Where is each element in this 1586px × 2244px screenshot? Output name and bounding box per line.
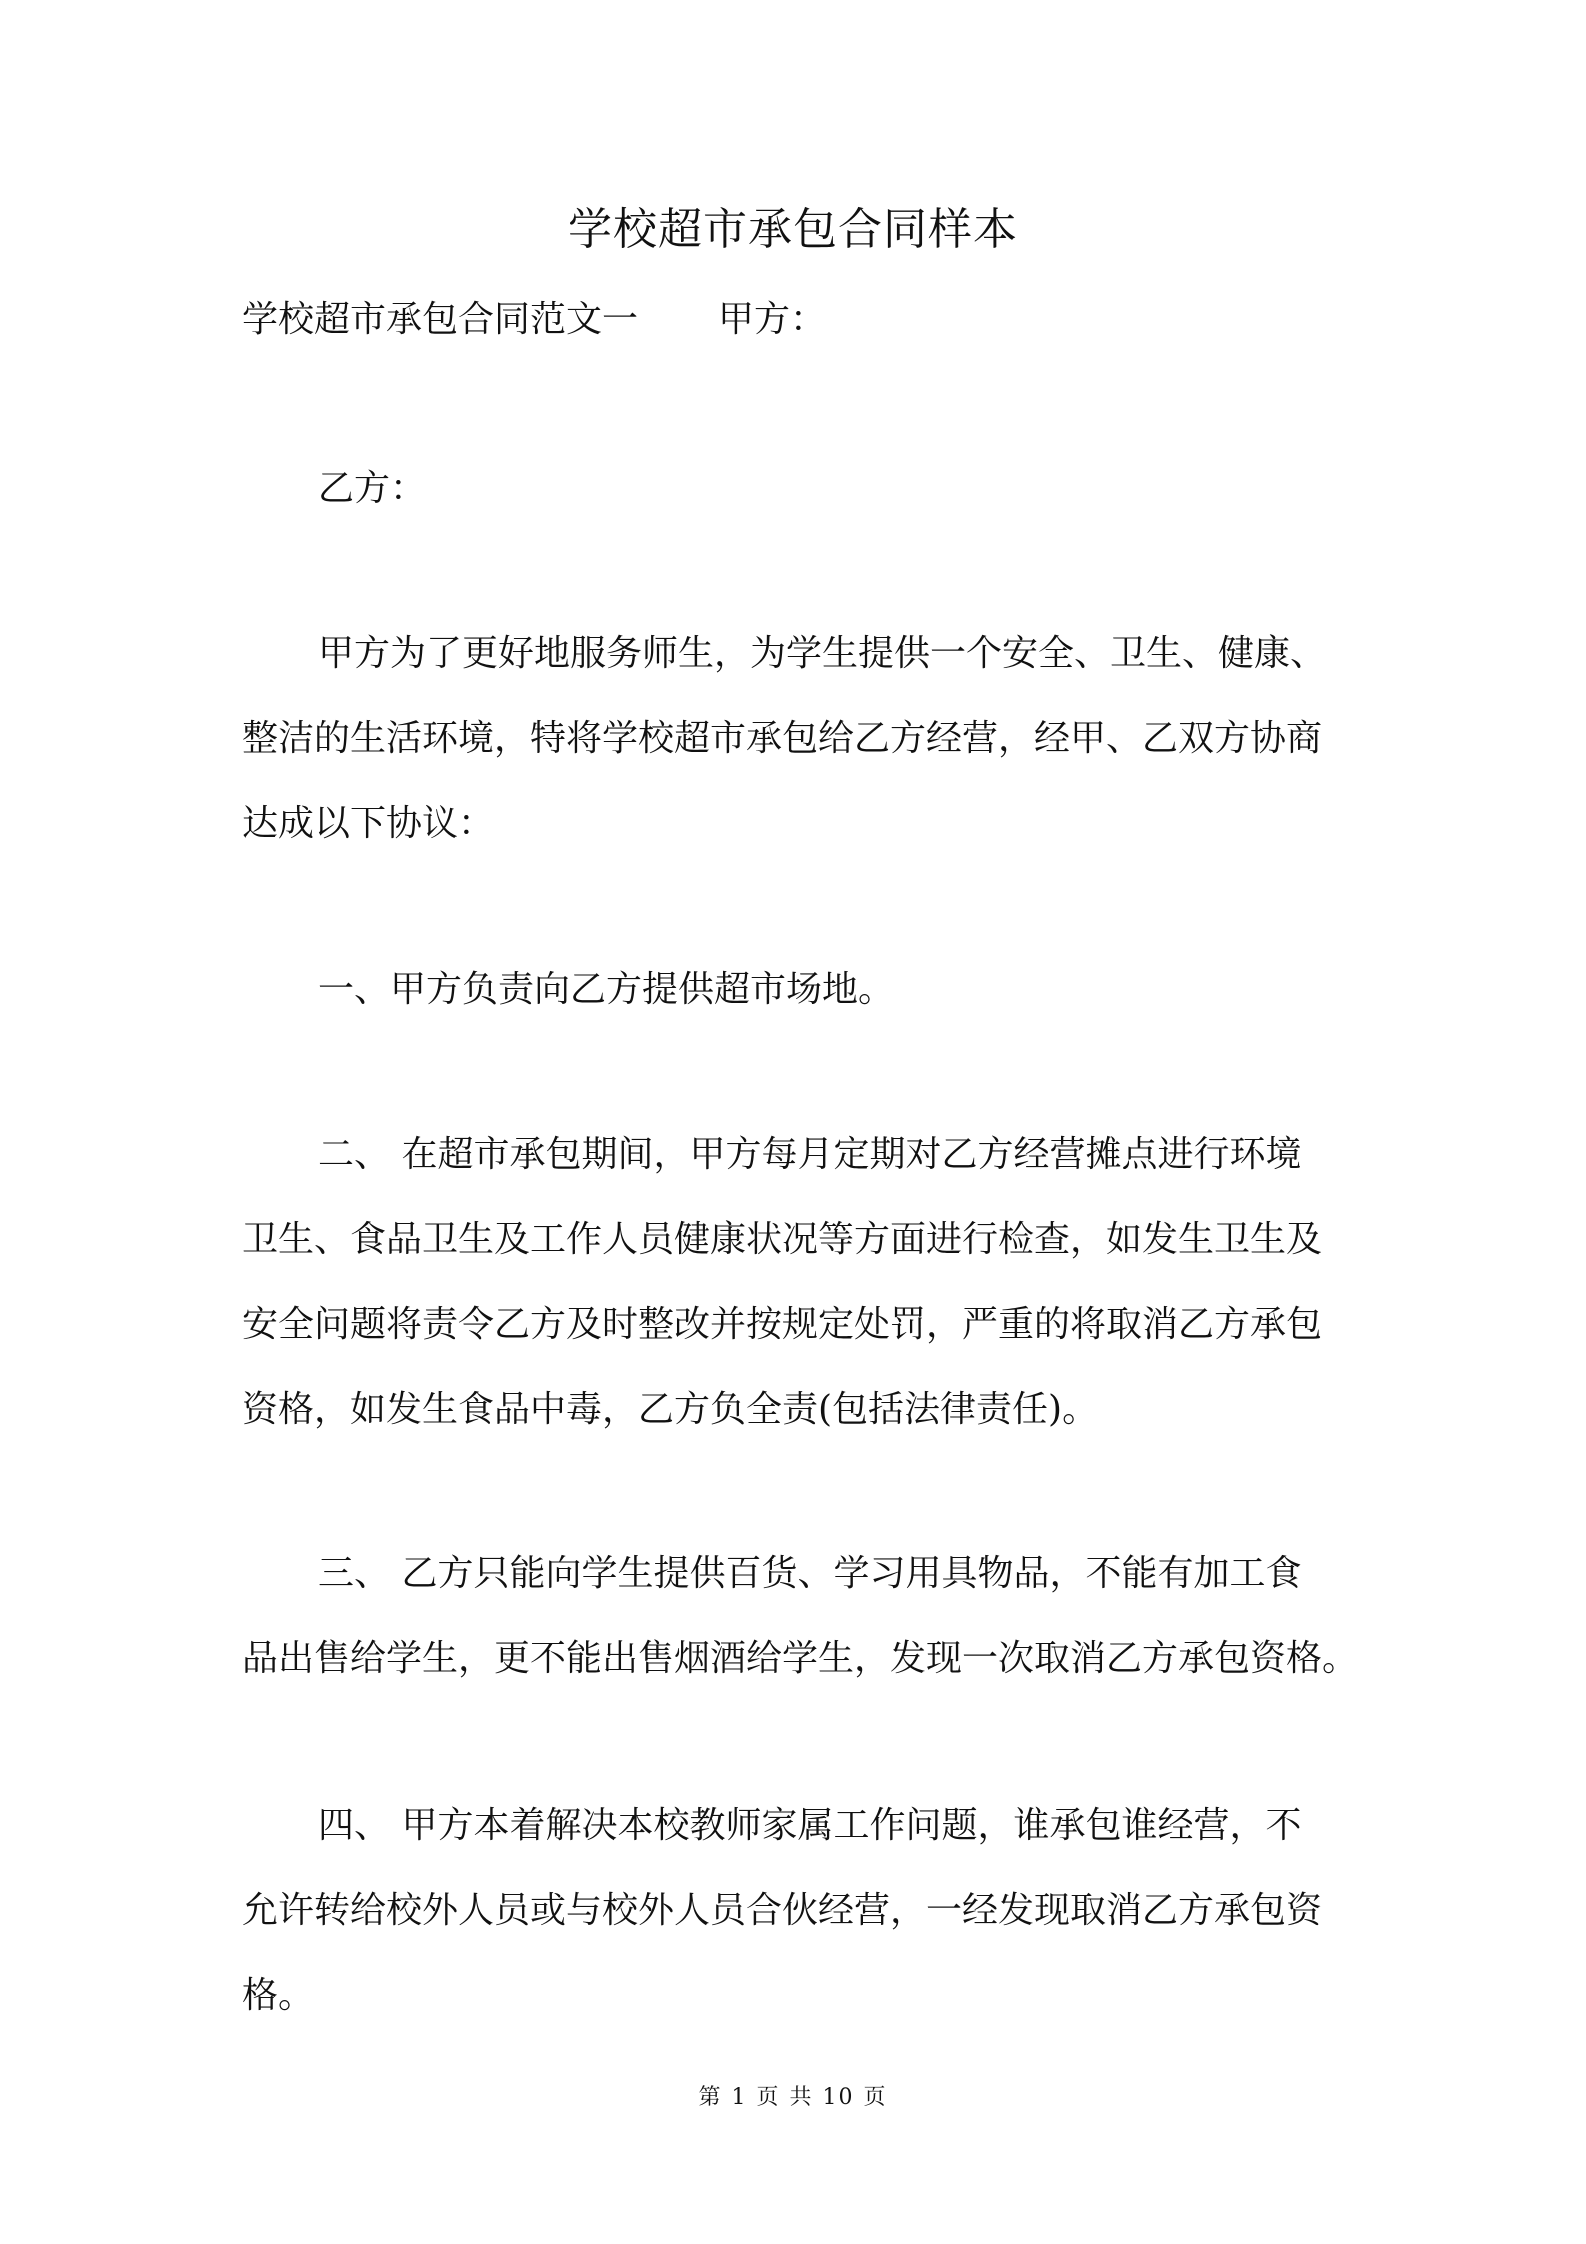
intro-line-2: 整洁的生活环境，特将学校超市承包给乙方经营，经甲、乙双方协商 [242, 718, 1323, 759]
clause-4-line-2: 允许转给校外人员或与校外人员合伙经营，一经发现取消乙方承包资 [242, 1890, 1323, 1931]
clause-2-line-4: 资格，如发生食品中毒，乙方负全责(包括法律责任)。 [242, 1389, 1099, 1430]
party-a-label: 甲方： [718, 299, 827, 340]
intro-line-3: 达成以下协议： [242, 803, 495, 844]
party-b-label: 乙方： [318, 468, 427, 509]
document-subtitle: 学校超市承包合同范文一 [242, 299, 639, 340]
clause-3-line-1: 三、 乙方只能向学生提供百货、学习用具物品，不能有加工食 [318, 1553, 1302, 1594]
clause-2-line-1: 二、 在超市承包期间，甲方每月定期对乙方经营摊点进行环境 [318, 1134, 1302, 1175]
clause-3-line-2: 品出售给学生，更不能出售烟酒给学生，发现一次取消乙方承包资格。 [242, 1638, 1359, 1679]
clause-4-line-3: 格。 [242, 1975, 315, 2016]
subtitle-line [242, 296, 826, 344]
document-title: 学校超市承包合同样本 [568, 204, 1018, 255]
clause-2-line-3: 安全问题将责令乙方及时整改并按规定处罚，严重的将取消乙方承包 [242, 1304, 1323, 1345]
clause-1: 一、甲方负责向乙方提供超市场地。 [318, 969, 895, 1010]
clause-2-line-2: 卫生、食品卫生及工作人员健康状况等方面进行检查，如发生卫生及 [242, 1219, 1323, 1260]
page-number-footer: 第 1 页 共 10 页 [698, 2085, 888, 2110]
intro-line-1: 甲方为了更好地服务师生，为学生提供一个安全、卫生、健康、 [318, 633, 1327, 674]
clause-4-line-1: 四、 甲方本着解决本校教师家属工作问题，谁承包谁经营，不 [318, 1805, 1302, 1846]
